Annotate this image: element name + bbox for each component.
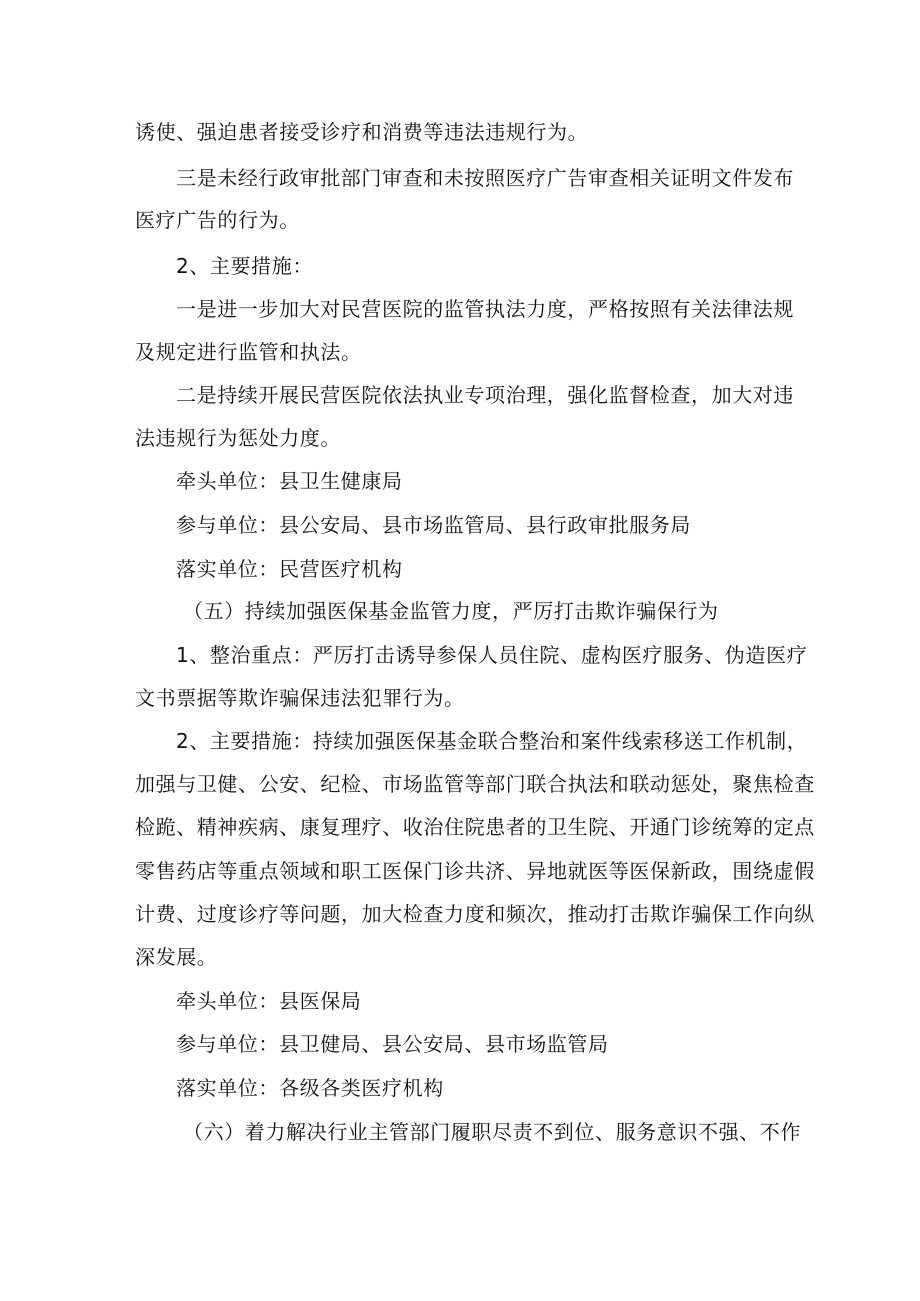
participating-units: 参与单位：县公安局、县市场监管局、县行政审批服务局 xyxy=(176,513,691,537)
paragraph-line: 法违规行为惩处力度。 xyxy=(135,426,341,450)
paragraph-line: 深发展。 xyxy=(135,945,218,969)
paragraph-line: 加强与卫健、公安、纪检、市场监管等部门联合执法和联动惩处，聚焦检查 xyxy=(135,772,815,796)
section-heading: （六）着力解决行业主管部门履职尽责不到位、服务意识不强、不作 xyxy=(183,1120,801,1144)
paragraph-line: 1、整治重点：严厉打击诱导参保人员住院、虚构医疗服务、伪造医疗 xyxy=(176,643,808,667)
lead-unit: 牵头单位：县卫生健康局 xyxy=(176,469,403,493)
section-heading: 2、主要措施： xyxy=(176,254,313,278)
lead-unit: 牵头单位：县医保局 xyxy=(176,989,362,1013)
paragraph-line: 2、主要措施：持续加强医保基金联合整治和案件线索移送工作机制， xyxy=(176,729,808,753)
paragraph-line: 检跪、精神疾病、康复理疗、收治住院患者的卫生院、开通门诊统筹的定点 xyxy=(135,815,815,839)
paragraph-line: 一是进一步加大对民营医院的监管执法力度，严格按照有关法律法规 xyxy=(176,297,794,321)
paragraph-line: 零售药店等重点领域和职工医保门诊共济、异地就医等医保新政，围绕虚假 xyxy=(135,859,815,883)
implementing-unit: 落实单位：民营医疗机构 xyxy=(176,557,403,581)
participating-units: 参与单位：县卫健局、县公安局、县市场监管局 xyxy=(176,1032,609,1056)
implementing-unit: 落实单位：各级各类医疗机构 xyxy=(176,1076,444,1100)
paragraph-line: 计费、过度诊疗等问题，加大检查力度和频次，推动打击欺诈骗保工作向纵 xyxy=(135,902,815,926)
paragraph-line: 诱使、强迫患者接受诊疗和消费等违法违规行为。 xyxy=(135,120,589,144)
paragraph-line: 二是持续开展民营医院依法执业专项治理，强化监督检查，加大对违 xyxy=(176,383,794,407)
paragraph-line: 文书票据等欺诈骗保违法犯罪行为。 xyxy=(135,686,465,710)
paragraph-line: 三是未经行政审批部门审查和未按照医疗广告审查相关证明文件发布 xyxy=(176,166,794,190)
paragraph-line: 及规定进行监管和执法。 xyxy=(135,340,362,364)
section-heading: （五）持续加强医保基金监管力度，严厉打击欺诈骗保行为 xyxy=(183,599,719,623)
paragraph-line: 医疗广告的行为。 xyxy=(135,208,300,232)
